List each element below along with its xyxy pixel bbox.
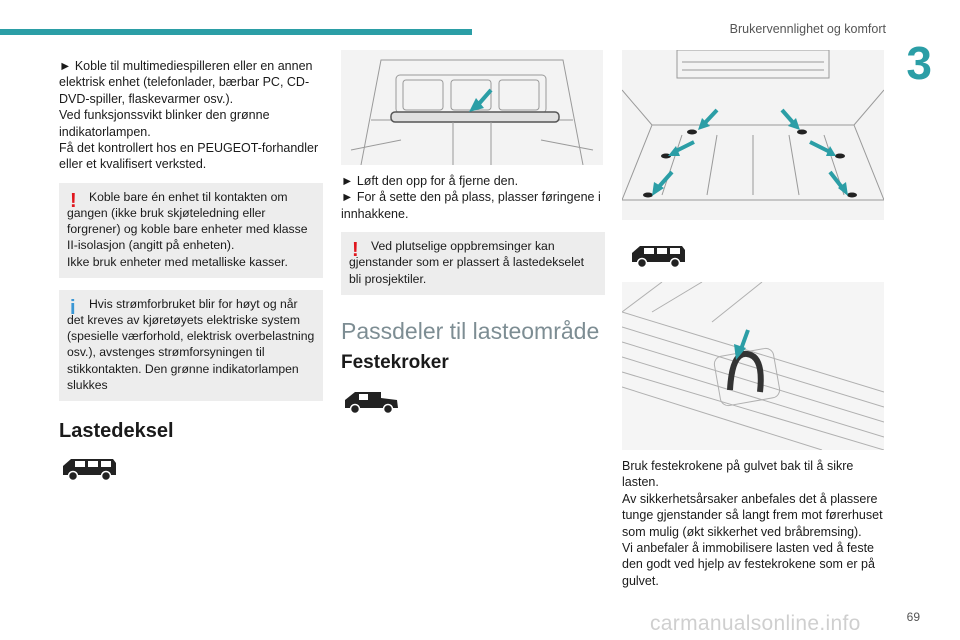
- paragraph: Bruk festekrokene på gulvet bak til å sikre lasten.: [622, 459, 854, 490]
- paragraph: Av sikkerhetsårsaker anbefales det å plassere tunge gjenstander så langt frem mot førerhuset som mulig (økt sikkerhet ved bråbremsing).: [622, 491, 883, 539]
- column-2: [341, 50, 605, 416]
- column-1: [59, 58, 323, 483]
- paragraph: Få det kontrollert hos en PEUGEOT-forhandler eller et kvalifisert verksted.: [59, 141, 319, 172]
- info-icon: i: [70, 296, 76, 319]
- load-floor-illustration: [622, 50, 884, 220]
- van-icon: [59, 453, 119, 483]
- warning-box: [59, 183, 323, 278]
- heading-festekroker: Festekroker: [341, 352, 449, 374]
- info-box: [59, 290, 323, 401]
- warning-text: Ved plutselige oppbremsinger kan gjenstander som er plassert å lastedekselet bli prosjektiler.: [349, 239, 585, 286]
- paragraph: Vi anbefaler å immobilisere lasten ved å feste den godt ved hjelp av festekrokene som er på gulvet.: [622, 541, 875, 588]
- van-icon: [628, 240, 688, 270]
- heading-lastedeksel: Lastedeksel: [59, 420, 174, 443]
- warning-icon: !: [70, 189, 77, 212]
- section-heading: Passdeler til lasteområde: [341, 317, 600, 344]
- section-title: Brukervennlighet og komfort: [729, 22, 886, 36]
- paragraph: Ved funksjonssvikt blinker den grønne indikatorlampen.: [59, 108, 270, 139]
- info-text: Hvis strømforbruket blir for høyt og når det kreves av kjøretøyets elektriske system (spesielle værforhold, elektrisk overbelastning osv.), avstenges strømforsyningen til stikkontakten. Den grønne indikatorlampen slukkes: [67, 296, 315, 392]
- chapter-number: 3: [906, 37, 932, 89]
- van-icon: [341, 386, 401, 416]
- watermark: carmanualsonline.info: [650, 612, 861, 635]
- warning-text: Ikke bruk enheter med metalliske kasser.: [67, 254, 288, 269]
- page-number: 69: [906, 610, 920, 624]
- paragraph: ► Koble til multimediespilleren eller en annen elektrisk enhet (telefonlader, bærbar PC, CD-DVD-spiller, flaskevarmer osv.).: [59, 59, 313, 106]
- column-3: [622, 50, 886, 589]
- cargo-cover-illustration: [341, 50, 603, 165]
- top-accent-bar: [0, 29, 472, 35]
- warning-icon: !: [352, 239, 359, 262]
- tie-down-hook-illustration: [622, 282, 884, 450]
- paragraph: ► Løft den opp for å fjerne den.: [341, 174, 519, 188]
- warning-box: [341, 232, 605, 295]
- warning-text: Koble bare én enhet til kontakten om gangen (ikke bruk skjøteledning eller forgrener) og koble bare enheter med klasse II-isolasjon (angitt på enheten).: [67, 189, 308, 253]
- paragraph: ► For å sette den på plass, plasser føringene i innhakkene.: [341, 190, 601, 221]
